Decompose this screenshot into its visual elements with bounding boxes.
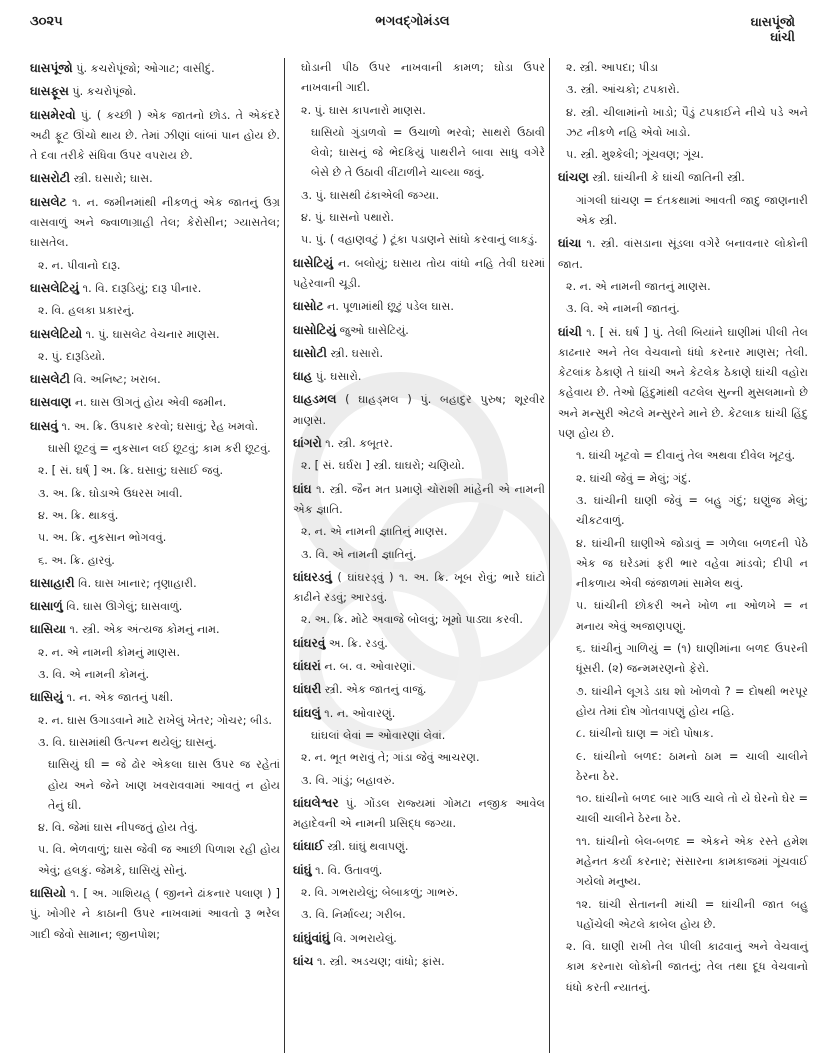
headword: ઘાંઘરડવું <box>293 569 332 584</box>
headword: ઘાસાહારી <box>30 575 75 590</box>
dictionary-entry <box>30 324 280 345</box>
sense-line: ૨. અ. ક્રિ. મોટે અવાજે બોલવું; ખૂમો પાડ્યા કરવી. <box>301 613 523 627</box>
headword: ઘાંચી <box>558 324 582 339</box>
sense-line: ૫. વિ. ભેળવાળું; ઘાસ જેવી જ આછી પિળાશ રહી હોય એવું; હલકું. જેમકે, ઘાસિયું સોનું. <box>38 843 280 877</box>
headword: ઘાંચ <box>293 953 314 968</box>
idiom-line: ૭. ઘાંચીને લૂગડે ડાઘ શો ખોળવો ? = દોષથી ભરપૂર હોય તેમાં દોષ ગોતવાપણું હોય નહિ. <box>576 684 808 718</box>
sense-line: ૨. વિ. હલકા પ્રકારનું. <box>38 304 135 318</box>
headword: ઘાંઘરાં <box>293 659 321 674</box>
definition: સ્ત્રી. ઘાંચીની કે ઘાંચી જાતિની સ્ત્રી. <box>588 171 745 185</box>
dictionary-entry <box>293 633 545 654</box>
headword: ઘાસમેરવો <box>30 107 76 122</box>
dictionary-entry <box>293 836 545 857</box>
idiom-line: ઘાસિયું ઘી = જે ઢોર એકલા ઘાસ ઉપર જ રહેતાં હોય અને જેને ખાણ ખવરાવવામાં આવતું ન હોય તેનું ઘી. <box>48 758 280 812</box>
definition: ૧. અ. ક્રિ. ઉપકાર કરવો; ઘસાવું; રેહ ખમવો. <box>57 419 259 433</box>
idiom-line: ૬. ઘાંચીનું ગાળિયું = (૧) ઘાણીમાંના બળદ ઉપરની ધૂંસરી. (૨) જન્મમરણનો ફેરો. <box>576 642 808 676</box>
definition: ૧. વિ. દારૂડિયું; દારૂ પીનાર. <box>79 281 202 295</box>
sense-line: ૩. વિ. એ નામની જાતનું. <box>566 302 680 316</box>
dictionary-entry <box>30 369 280 390</box>
idiom-line: ઘાસિયો ગુંડાળવો = ઉચાળો ભરવો; સાથરો ઉઠાવી લેવો; ઘાસનું જે ભેદકિયું પાથરીને બાવા સાધુ વગેરે બેસે છે તે ઉઠાવી વીંટાળીને ચાલ્યા જવું. <box>311 125 545 180</box>
definition: સ્ત્રી. ઘસારો. <box>326 346 384 360</box>
headword: ઘાંચણ <box>558 170 589 185</box>
sense-line: ૨. ન. એ નામની જ્ઞાતિનું માણસ. <box>301 525 448 539</box>
headword: ઘાંઘું <box>293 862 312 877</box>
headword: ઘાંઘુંવાંઘું <box>293 930 330 945</box>
definition: ન. બ. વ. ઓવારણાં. <box>320 660 416 674</box>
sense-line: ૨. ન. પીવાનો દારૂ. <box>38 258 121 272</box>
definition: પું. કચરોપૂંજો; ઓગાટ; વાસીદું. <box>72 62 215 75</box>
idiom-line: ૪. ઘાંચીની ઘાણીએ જોડાવું = ગળેલા બળદની પેઠે એક જ ઘરેડમાં ફરી ભાર વહેવા માંડવો; દીપી ન નીકળાય એવી જંજાળમાં સામેલ થવું. <box>576 536 808 591</box>
guide-words <box>751 14 795 44</box>
sense-line: ૩. વિ. એ નામની જ્ઞાતિનું. <box>301 547 417 561</box>
column-2 <box>293 58 545 974</box>
headword: ઘાંઘલું <box>293 705 321 720</box>
headword: ઘાંગરો <box>293 436 322 451</box>
definition: સ્ત્રી. એક જાતનું વાજું. <box>321 683 427 697</box>
definition: ૧. ન. જમીનમાંથી નીકળતું એક જાતનું ઉગ્ર વાસવાળું અને જ્વાળાગ્રાહી તેલ; કેરોસીન; ગ્યાસતેલ; ઘાસતેલ. <box>30 195 280 250</box>
sense-line: ૬. અ. ક્રિ. હારવું. <box>38 553 115 567</box>
dictionary-entry <box>293 479 545 521</box>
column-1 <box>30 58 280 947</box>
page-number: ૩૦૨૫ <box>30 14 63 29</box>
headword: ઘાંઘરવું <box>293 635 326 650</box>
headword: ઘાંઘાઈ <box>293 839 324 854</box>
idiom-line: ૧૧. ઘાંચીનો બેલ-બળદ = એકને એક રસ્તે હમેશ મહેનત કર્યા કરનાર; સંસારના કામકાજમાં ગૂંચવાઈ ગયેલો મનુષ્ય. <box>576 834 808 889</box>
dictionary-entry <box>30 168 280 189</box>
definition: ( ઘાંઘરડ્વું ) ૧. અ. ક્રિ. ખૂબ રોવું; ભારે ઘાંટો કાઢીને રડવું; આરડવું. <box>293 570 545 605</box>
headword: ઘાસિયા <box>30 622 66 637</box>
definition: ૧. સ્ત્રી. વાંસડાના સૂંડલા વગેરે બનાવનાર લોકોની જાત. <box>558 237 808 271</box>
definition: પું. ( કચ્છી ) એક જાતનો છોડ. તે એકંદરે અઢી ફૂટ ઊંચો થાય છે. તેમાં ઝીણાં લાંબાં પાન હોય છે. તે દવા તરીકે સંધિવા ઉપર વપરાય છે. <box>30 108 280 163</box>
dictionary-entry <box>293 951 545 972</box>
dictionary-entry <box>293 433 545 454</box>
dictionary-entry <box>30 392 280 413</box>
sense-line: ૨. ન. ભૂત ભરાવું તે; ગાંડા જેવું આચરણ. <box>301 751 480 765</box>
idiom-line: ઘાસી છૂટવું = નુકસાન લઈ છૂટવું; કામ કરી છૂટવું. <box>48 442 271 456</box>
dictionary-entry <box>30 619 280 640</box>
headword: ઘાહ <box>293 369 313 384</box>
dictionary-entry <box>558 167 808 188</box>
headword: ઘાસરોટી <box>30 171 71 186</box>
definition: પું. ગોંડલ રાજ્યમાં ગોમટા નજીક આવેલ મહાદેવની એ નામની પ્રસિદ્ધ જગ્યા. <box>293 796 545 831</box>
definition: ૧. સ્ત્રી. જૈન મત પ્રમાણે ચોરાશી માંહેની એ નામની એક જ્ઞાતિ. <box>293 482 545 516</box>
dictionary-entry <box>30 192 280 254</box>
running-title: ભગવદ્ગોમંડલ <box>375 14 450 29</box>
column-divider <box>549 58 550 1053</box>
headword: ઘાંઘરી <box>293 682 322 697</box>
sense-line: ૪. પું. ઘાસનો પથારો. <box>301 211 394 225</box>
definition: ( ઘાહડ્મલ ) પું. બહાદુર પુરુષ; શૂરવીર માણસ. <box>293 393 545 427</box>
definition: સ્ત્રી. ઘસારો; ઘાસ. <box>70 172 153 186</box>
headword: ઘાસલેટી <box>30 372 70 387</box>
dictionary-entry <box>30 58 280 79</box>
dictionary-entry <box>293 656 545 677</box>
column-divider <box>284 58 285 1053</box>
definition: ૧. ન. એક જાતનું પક્ષી. <box>63 691 174 705</box>
definition: વિ. અનિષ્ટ; ખરાબ. <box>69 373 161 387</box>
definition: વિ. ગભરાયેલું. <box>329 931 397 945</box>
dictionary-entry <box>558 322 808 445</box>
dictionary-entry <box>30 105 280 167</box>
continuation-line: ઘોડાની પીઠ ઉપર નાખવાની કામળ; ઘોડા ઉપર નાખવાની ગાદી. <box>301 61 545 95</box>
idiom-line: ૧૨. ઘાંચી સેતાનની માંચી = ઘાંચીની જાત બહુ પહોંચેલી એટલે કાબેલ હોય છે. <box>576 897 808 931</box>
definition: ન. પૂળામાંથી છૂટું પડેલ ઘાસ. <box>323 300 454 314</box>
sense-line: ૨. સ્ત્રી. આપદા; પીડા <box>566 61 659 74</box>
idiom-line: ૩. ઘાંચીની ઘાણી જેવું = બહુ ગંદું; ઘણુંજ મેલું; ચીકટવાળું. <box>576 493 808 528</box>
sense-line: ૩. અ. ક્રિ. ઘોડાએ ઉધરસ ખાવી. <box>38 486 183 500</box>
headword: ઘાંઘલેશ્વર <box>293 795 339 810</box>
dictionary-entry <box>293 567 545 609</box>
guide-word-last: ઘાંચી <box>770 29 795 44</box>
definition: ન. બલોયું; ઘસાય તોય વાંધો નહિ તેવી ઘરમાં પહેરવાની ચૂડી. <box>293 256 545 290</box>
dictionary-entry <box>30 416 280 437</box>
sense-line: ૩. વિ. નિર્માલ્ય; ગરીબ. <box>301 908 406 922</box>
definition: વિ. ઘાસ ઊગેલું; ઘાસવાળું. <box>62 600 183 614</box>
dictionary-entry <box>30 573 280 594</box>
dictionary-entry <box>293 366 545 387</box>
dictionary-entry <box>293 296 545 317</box>
dictionary-entry <box>30 596 280 617</box>
dictionary-entry <box>293 928 545 949</box>
dictionary-entry <box>293 860 545 881</box>
dictionary-entry <box>293 679 545 700</box>
dictionary-entry <box>293 389 545 431</box>
dictionary-entry <box>558 233 808 275</box>
sense-line: ૨. પું. ઘાસ કાપનારો માણસ. <box>301 103 426 117</box>
headword: ઘાસપૂંજો <box>30 61 73 75</box>
dictionary-entry <box>30 883 280 945</box>
headword: ઘાસિયું <box>30 690 64 705</box>
sense-line: ૨. પું. દારૂડિયો. <box>38 349 106 363</box>
sense-line: ૨. ન. ઘાસ ઉગાડવાને માટે રાખેલું ખેતર; ગોચર; બીડ. <box>38 713 272 727</box>
headword: ઘાસોટિયું <box>293 322 337 337</box>
headword: ઘાસેટિયું <box>293 255 334 270</box>
headword: ઘાસવું <box>30 418 58 433</box>
dictionary-entry <box>293 793 545 835</box>
sense-line: ૨. ન. એ નામની જાતનું માણસ. <box>566 279 711 293</box>
headword: ઘાસફૂસ <box>30 84 69 99</box>
sense-line: ૫. અ. ક્રિ. નુકસાન ભોગવવું. <box>38 531 167 545</box>
headword: ઘાસલેટિયું <box>30 280 80 295</box>
dictionary-entry <box>30 278 280 299</box>
idiom-line: ઘાંઘલાં લેવાં = ઓવારણાં લેવાં. <box>311 728 446 742</box>
dictionary-entry <box>30 81 280 102</box>
sense-line: ૩. સ્ત્રી. આંચકો; ટપકારો. <box>566 83 680 97</box>
definition: પું. કચરોપૂંજો. <box>68 85 137 99</box>
column-3 <box>558 58 808 1000</box>
sense-line: ૩. વિ. એ નામની કોમનું. <box>38 668 150 682</box>
idiom-line: ગાંગલી ઘાંચણ = દંતકથામાં આવતી જાદુ જાણનારી એક સ્ત્રી. <box>576 193 808 228</box>
headword: ઘાંઘ <box>293 481 312 496</box>
definition: ૧. સ્ત્રી. એક અંત્યજ કોમનું નામ. <box>65 623 220 637</box>
headword: ઘાહડમલ <box>293 392 337 407</box>
definition: ૧. પું. ઘાસલેટ વેચનાર માણસ. <box>82 327 220 341</box>
idiom-line: ૮. ઘાંચીનો ઘાણ = ગંદો પોષાક. <box>576 727 714 741</box>
definition: ૧. ન. ઓવારણું. <box>320 706 396 720</box>
headword: ઘાસિયો <box>30 885 67 900</box>
sense-line: ૨. ન. એ નામની કોમનું માણસ. <box>38 645 181 659</box>
dictionary-entry <box>293 253 545 295</box>
headword: ઘાસોટી <box>293 345 327 360</box>
definition: અ. ક્રિ. રડવું. <box>325 636 388 650</box>
sense-line: ૩. વિ. ગાંડું; બહાવરું. <box>301 773 395 787</box>
definition: પું. ઘસારો. <box>312 370 362 384</box>
idiom-line: ૧. ઘાંચી ખૂટવો = દીવાનું તેલ અથવા દીવેલ ખૂટવું. <box>576 449 796 463</box>
sense-line: ૪. સ્ત્રી. ચીલામાંનો ખાડો; પૈડું ટપકાઈને નીચે પડે અને ઝટ નીકળે નહિ એવો ખાડો. <box>566 105 808 139</box>
dictionary-entry <box>293 343 545 364</box>
headword: ઘાસવાણ <box>30 395 72 410</box>
definition: ૧. સ્ત્રી. કબૂતર. <box>321 437 393 451</box>
idiom-line: ૫. ઘાંચીની છોકરી અને ખોળ ના ઓળખે = ન મનાય એવું અજાણપણું. <box>576 599 808 633</box>
continuation-line: ૨. વિ. ઘાણી રાખી તેલ પીલી કાઢવાનું અને વેચવાનું કામ કરનારા લોકોની જાતનું; તેલ તથા દૂધ વેચવાનો ધંધો કરતી ન્યાતનું. <box>566 940 808 994</box>
idiom-line: ૨. ઘાંચી જેવું = મેલું; ગંદું. <box>576 471 692 485</box>
sense-line: ૫. સ્ત્રી. મુશ્કેલી; ગૂંચવણ; ગૂંચ. <box>566 148 704 162</box>
guide-word-first: ઘાસપૂંજો <box>750 14 795 29</box>
dictionary-entry <box>30 687 280 708</box>
sense-line: ૩. પું. ઘાસથી ઢંકાએલી જગ્યા. <box>301 188 439 202</box>
dictionary-entry <box>293 703 545 724</box>
definition: સ્ત્રી. ઘાંઘું થવાપણું. <box>323 840 409 854</box>
sense-line: ૫. પું. ( વહાણવટું ) ટૂંકા પડાણને સાંધો કરવાનું લાકડું. <box>301 233 538 247</box>
definition: ૧. [ સં. ઘર્ષ ] પું. તેલી બિયાંને ઘાણીમાં પીલી તેલ કાઢનાર અને તેલ વેચવાનો ધંધો કરનાર માણસ; તેલી. કેટલાંક ઠેકાણે તે ઘાંચી અને કેટલેક ઠેકાણે ઘાંચી વહોરા કહેવાય છે. તેઓ હિંદુમાંથી વટલેલ સુન્ની મુસલમાનો છે અને મન્સુરી એટલે મન્સુરને માને છે. કેટલાક ઘાંચી હિંદુ પણ હોય છે. <box>558 325 808 441</box>
definition: ૧. સ્ત્રી. અડચણ; વાંધો; ફાંસ. <box>313 954 445 968</box>
idiom-line: ૧૦. ઘાંચીનો બળદ બાર ગાઉ ચાલે તો યે ઘેરનો ઘેર = ચાલી ચાલીને ઠેરના ઠેર. <box>576 792 808 826</box>
headword: ઘાંચા <box>558 236 582 251</box>
definition: ૧. વિ. ઉતાવળું. <box>311 863 383 877</box>
dictionary-entry <box>293 320 545 341</box>
sense-line: ૩. વિ. ઘાસમાંથી ઉત્પન્ન થયેલું; ઘાસનું. <box>38 735 217 749</box>
sense-line: ૨. [ સં. ઘર્ઘરા ] સ્ત્રી. ઘાઘરો; ચણિયો. <box>301 459 465 473</box>
definition: વિ. ઘાસ ખાનાર; તૃણાહારી. <box>74 576 197 590</box>
sense-line: ૪. વિ. જેમાં ઘાસ નીપજતું હોય તેવું. <box>38 821 198 835</box>
sense-line: ૨. વિ. ગભરાયેલું; બેબાકળું; ગાભરું. <box>301 885 459 899</box>
definition: ૧. [ અ. ગાશિયહ્ ( જીનને ઢાંકનાર પલાણ ) ] પું. ખોગીર ને કાઠાની ઉપર નાખવામાં આવતો રૂ ભરેલ ગાદી જેવો સામાન; જીનપોશ; <box>30 886 280 941</box>
sense-line: ૨. [ સં. ઘર્ષ્ ] અ. ક્રિ. ઘસાવું; ઘસાઈ જવું. <box>38 464 224 478</box>
definition: જુઓ ઘાસેટિયું. <box>336 323 409 337</box>
sense-line: ૪. અ. ક્રિ. થાકવું. <box>38 508 119 522</box>
idiom-line: ૯. ઘાંચીનો બળદ: ઠામનો ઠામ = ચાલી ચાલીને ઠેરના ઠેર. <box>576 749 808 783</box>
headword: ઘાસાળું <box>30 599 63 614</box>
headword: ઘાસોટ <box>293 299 324 314</box>
headword: ઘાસલેટિયો <box>30 326 83 341</box>
headword: ઘાસલેટ <box>30 194 67 209</box>
definition: ન. ઘાસ ઊગતું હોય એવી જમીન. <box>71 396 227 410</box>
page-header <box>0 10 825 50</box>
